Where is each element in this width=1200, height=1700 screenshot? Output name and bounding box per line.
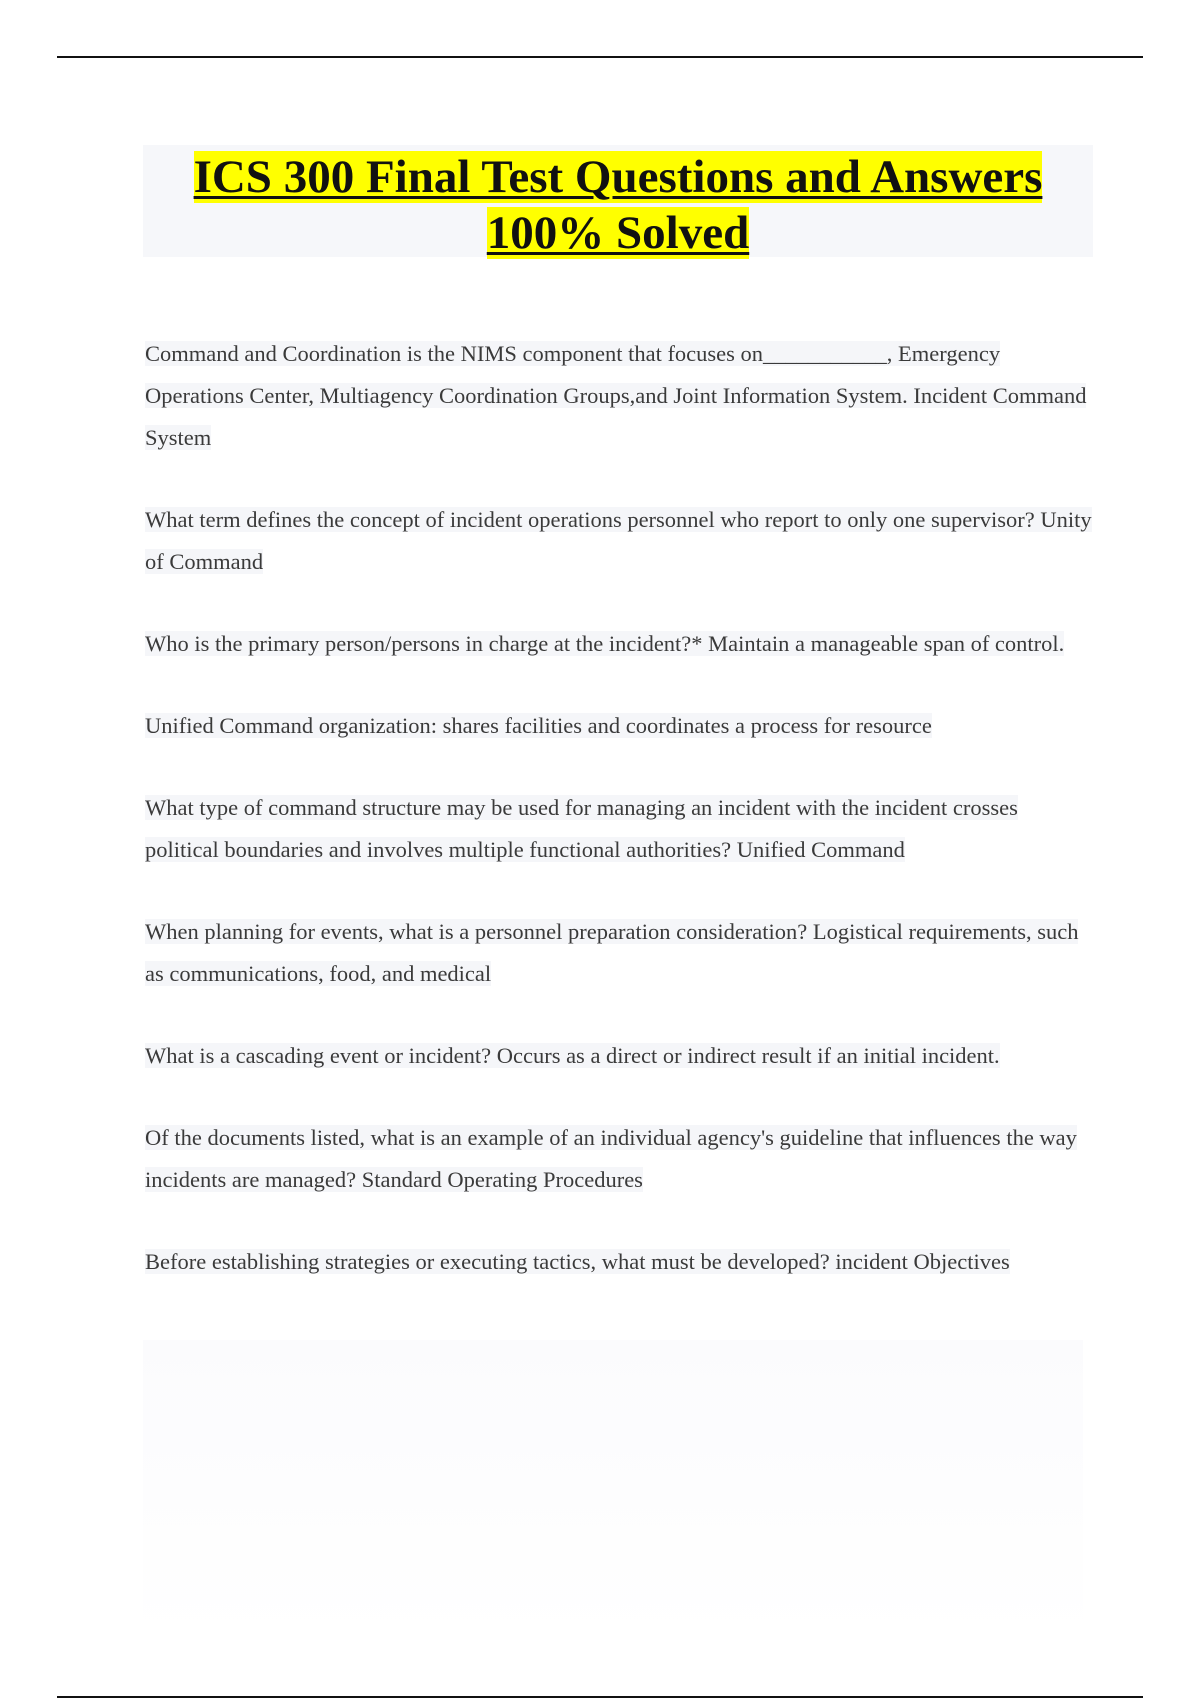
- document-title: ICS 300 Final Test Questions and Answers 100% Solved: [193, 151, 1043, 259]
- page-shade: [143, 1340, 1083, 1640]
- qa-item: What term defines the concept of incident operations personnel who report to only one supervisor? Unity of Command: [145, 507, 1092, 574]
- qa-item: Before establishing strategies or executing tactics, what must be developed? incident Objectives: [145, 1249, 1010, 1274]
- qa-item: Who is the primary person/persons in charge at the incident?* Maintain a manageable span of control.: [145, 631, 1065, 656]
- qa-item: What type of command structure may be used for managing an incident with the incident crosses political boundaries and involves multiple functional authorities? Unified Command: [145, 795, 1018, 862]
- qa-item: Of the documents listed, what is an example of an individual agency's guideline that influences the way incidents are managed? Standard Operating Procedures: [145, 1125, 1077, 1192]
- title-block: [143, 145, 1093, 257]
- qa-item: Command and Coordination is the NIMS component that focuses on___________, Emergency Operations Center, Multiagency Coordination Groups,and Joint Information System. Incident Command System: [145, 341, 1087, 450]
- qa-list: [145, 333, 1095, 1283]
- top-rule: [57, 56, 1143, 58]
- qa-item: What is a cascading event or incident? Occurs as a direct or indirect result if an initial incident.: [145, 1043, 1000, 1068]
- bottom-rule: [57, 1696, 1143, 1698]
- qa-item: Unified Command organization: shares facilities and coordinates a process for resource: [145, 713, 932, 738]
- qa-item: When planning for events, what is a personnel preparation consideration? Logistical requirements, such as communications, food, and medical: [145, 919, 1079, 986]
